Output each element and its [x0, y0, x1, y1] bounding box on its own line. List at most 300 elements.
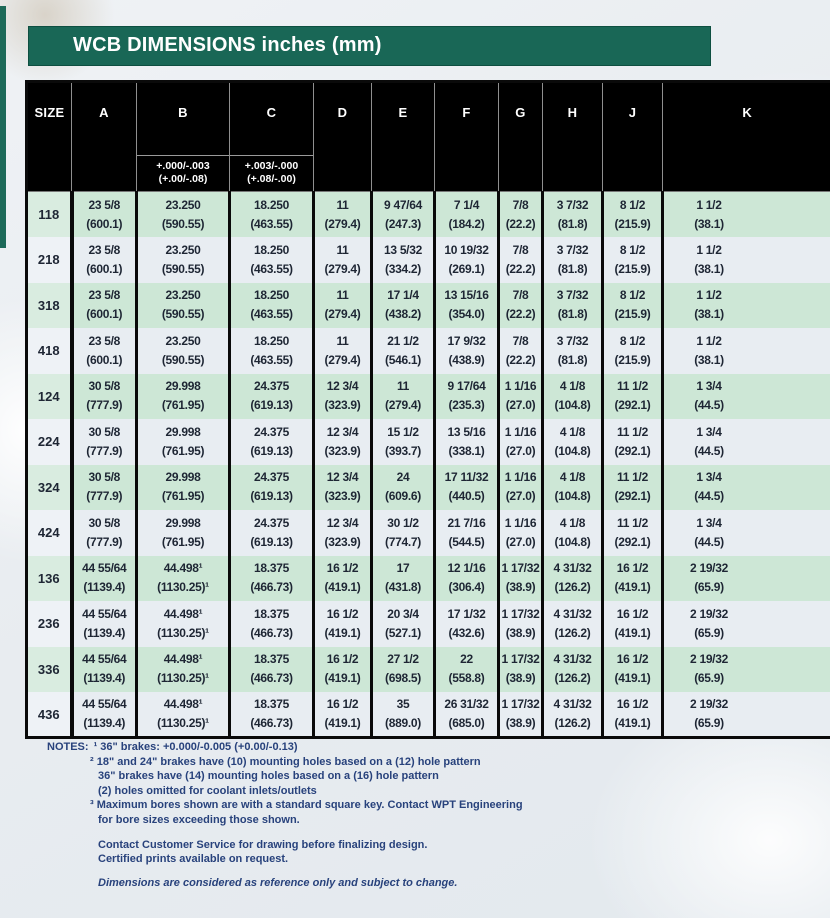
- cell-h: [543, 692, 603, 738]
- mm-value: (44.5): [694, 398, 724, 413]
- mm-value: (38.1): [694, 307, 724, 322]
- inch-value: 4 31/32: [553, 697, 592, 711]
- mm-value: (22.2): [505, 261, 536, 276]
- cell-e: [372, 237, 435, 283]
- mm-value: (104.8): [554, 443, 591, 458]
- mm-value: (65.9): [694, 716, 724, 730]
- mm-value: (306.4): [448, 580, 485, 595]
- mm-value: (279.4): [385, 398, 421, 413]
- inch-value: 18.250: [254, 333, 289, 348]
- inch-value: 30 5/8: [88, 515, 121, 530]
- inch-value: 23.250: [165, 288, 201, 303]
- size-value: 136: [37, 570, 60, 586]
- mm-value: (590.55): [161, 216, 205, 231]
- mm-value: (323.9): [324, 489, 361, 504]
- mm-value: (777.9): [86, 489, 123, 504]
- inch-value: 11: [336, 333, 349, 348]
- mm-value: (889.0): [385, 716, 421, 730]
- cell-c: [230, 647, 314, 693]
- cell-f: [435, 556, 499, 602]
- cell-g: [499, 647, 543, 693]
- table-row-436: [27, 692, 830, 738]
- inch-value: 16 1/2: [616, 652, 649, 667]
- col-header-k: [663, 82, 830, 192]
- cell-e: [372, 556, 435, 602]
- inch-value: 30 1/2: [387, 515, 419, 530]
- mm-value: (590.55): [161, 352, 205, 367]
- mm-value: (419.1): [324, 716, 361, 730]
- inch-value: 18.375: [254, 606, 289, 621]
- inch-value: 21 7/16: [447, 515, 486, 530]
- inch-value: 1 17/32: [501, 652, 540, 667]
- mm-value: (777.9): [86, 398, 123, 413]
- cell-a: [72, 283, 137, 329]
- mm-value: (215.9): [614, 352, 651, 367]
- inch-value: 4 31/32: [553, 561, 592, 576]
- table-row-418: [27, 328, 830, 374]
- column-letter: B: [178, 105, 188, 120]
- inch-value: 24: [396, 470, 410, 485]
- mm-value: (432.6): [448, 625, 485, 640]
- inch-value: 30 5/8: [88, 379, 121, 394]
- cell-g: [499, 283, 543, 329]
- mm-value: (292.1): [614, 489, 651, 504]
- mm-value: (104.8): [554, 398, 591, 413]
- inch-value: 16 1/2: [616, 561, 649, 576]
- mm-value: (126.2): [554, 671, 591, 686]
- column-letter: C: [266, 105, 277, 120]
- dimensions-table: [25, 80, 830, 739]
- cell-g: [499, 419, 543, 465]
- cell-j: [603, 419, 663, 465]
- cell-j: [603, 556, 663, 602]
- cell-h: [543, 601, 603, 647]
- mm-value: (463.55): [250, 352, 293, 367]
- cell-a: [72, 374, 137, 420]
- inch-value: 18.250: [254, 242, 289, 257]
- disclaimer-note: Dimensions are considered as reference only and subject to change.: [98, 876, 458, 889]
- size-value: 124: [37, 388, 60, 404]
- mm-value: (38.9): [505, 625, 536, 640]
- mm-value: (698.5): [385, 671, 421, 686]
- inch-value: 23 5/8: [88, 288, 121, 303]
- cell-e: [372, 647, 435, 693]
- inch-value: 12 3/4: [326, 379, 359, 394]
- column-letter: A: [99, 105, 109, 120]
- inch-value: 18.375: [254, 697, 289, 711]
- inch-value: 17 11/32: [444, 470, 489, 485]
- cell-d: [314, 556, 372, 602]
- size-value: 318: [37, 297, 60, 313]
- tolerance-line: +.003/-.000: [244, 160, 299, 172]
- inch-value: 1 3/4: [696, 424, 722, 439]
- mm-value: (338.1): [448, 443, 485, 458]
- inch-value: 16 1/2: [326, 697, 359, 711]
- cell-j: [603, 283, 663, 329]
- inch-value: 18.375: [254, 652, 289, 667]
- note-1: [47, 740, 523, 755]
- mm-value: (419.1): [324, 625, 361, 640]
- column-letter: J: [628, 105, 637, 120]
- cell-k: [663, 328, 830, 374]
- mm-value: (247.3): [385, 216, 421, 231]
- cell-b: [137, 419, 230, 465]
- inch-value: 44.498¹: [163, 561, 203, 576]
- cell-c: [230, 374, 314, 420]
- cell-a: [72, 192, 137, 238]
- inch-value: 11 1/2: [617, 470, 648, 485]
- inch-value: 2 19/32: [690, 561, 728, 576]
- inch-value: 44 55/64: [82, 606, 127, 621]
- mm-value: (761.95): [161, 534, 205, 549]
- cell-f: [435, 283, 499, 329]
- mm-value: (419.1): [614, 671, 651, 686]
- cell-b: [137, 374, 230, 420]
- column-letter: G: [515, 105, 526, 120]
- mm-value: (777.9): [86, 534, 123, 549]
- cell-d: [314, 328, 372, 374]
- size-value: 118: [38, 207, 60, 222]
- inch-value: 44.498¹: [163, 652, 203, 667]
- mm-value: (619.13): [250, 443, 293, 458]
- cell-size: [27, 465, 72, 511]
- mm-value: (600.1): [86, 307, 123, 322]
- cell-size: [27, 419, 72, 465]
- notes-label: NOTES:: [47, 741, 89, 753]
- inch-value: 1 17/32: [501, 606, 540, 621]
- cell-b: [137, 192, 230, 238]
- mm-value: (438.9): [448, 352, 485, 367]
- inch-value: 11: [336, 197, 349, 212]
- mm-value: (126.2): [554, 625, 591, 640]
- inch-value: 24.375: [254, 470, 289, 485]
- mm-value: (38.1): [694, 352, 724, 367]
- cell-a: [72, 647, 137, 693]
- inch-value: 1 1/2: [696, 333, 722, 348]
- size-value: 236: [37, 616, 60, 632]
- cell-a: [72, 556, 137, 602]
- cell-h: [543, 237, 603, 283]
- inch-value: 1 1/16: [504, 379, 537, 394]
- cell-d: [314, 374, 372, 420]
- note-2c: (2) holes omitted for coolant inlets/outlets: [98, 784, 317, 797]
- inch-value: 44 55/64: [82, 561, 127, 576]
- mm-value: (619.13): [250, 489, 293, 504]
- cell-j: [603, 601, 663, 647]
- inch-value: 3 7/32: [556, 288, 589, 303]
- mm-value: (761.95): [161, 398, 205, 413]
- inch-value: 1 1/16: [504, 470, 537, 485]
- table-row-218: [27, 237, 830, 283]
- cell-d: [314, 692, 372, 738]
- inch-value: 7/8: [512, 333, 529, 348]
- note-2a: ² 18" and 24" brakes have (10) mounting holes based on a (12) hole pattern: [90, 755, 481, 768]
- mm-value: (235.3): [448, 398, 485, 413]
- cell-b: [137, 647, 230, 693]
- column-letter: SIZE: [34, 105, 65, 120]
- cell-f: [435, 510, 499, 556]
- inch-value: 23 5/8: [88, 333, 121, 348]
- mm-value: (22.2): [505, 216, 536, 231]
- mm-value: (184.2): [448, 216, 485, 231]
- mm-value: (65.9): [694, 580, 724, 595]
- inch-value: 29.998: [165, 424, 201, 439]
- inch-value: 9 17/64: [447, 379, 486, 394]
- cell-h: [543, 419, 603, 465]
- mm-value: (126.2): [554, 580, 591, 595]
- table-row-336: [27, 647, 830, 693]
- cell-e: [372, 328, 435, 374]
- cell-e: [372, 601, 435, 647]
- table-row-318: [27, 283, 830, 329]
- mm-value: (38.9): [505, 580, 536, 595]
- cell-g: [499, 556, 543, 602]
- cell-a: [72, 328, 137, 374]
- cell-a: [72, 601, 137, 647]
- cell-c: [230, 328, 314, 374]
- inch-value: 13 5/32: [384, 242, 422, 257]
- inch-value: 22: [460, 652, 473, 667]
- col-header-j: [603, 82, 663, 192]
- mm-value: (292.1): [614, 443, 651, 458]
- cell-size: [27, 556, 72, 602]
- cell-size: [27, 192, 72, 238]
- mm-value: (27.0): [505, 398, 536, 413]
- inch-value: 44 55/64: [82, 652, 127, 667]
- mm-value: (527.1): [385, 625, 421, 640]
- col-header-b: [137, 82, 230, 192]
- mm-value: (81.8): [557, 352, 588, 367]
- cell-d: [314, 237, 372, 283]
- inch-value: 4 1/8: [559, 424, 586, 439]
- inch-value: 13 15/16: [444, 288, 489, 303]
- cell-k: [663, 510, 830, 556]
- inch-value: 1 1/2: [696, 242, 722, 257]
- mm-value: (1130.25)¹: [157, 625, 209, 640]
- cell-c: [230, 192, 314, 238]
- inch-value: 1 3/4: [696, 515, 722, 530]
- cell-f: [435, 692, 499, 738]
- inch-value: 35: [396, 697, 410, 711]
- mm-value: (463.55): [250, 307, 293, 322]
- size-value: 224: [37, 434, 60, 450]
- cell-g: [499, 374, 543, 420]
- mm-value: (323.9): [324, 534, 361, 549]
- inch-value: 21 1/2: [387, 333, 419, 348]
- title-bar: [28, 26, 711, 66]
- inch-value: 17 9/32: [447, 333, 486, 348]
- inch-value: 29.998: [165, 379, 201, 394]
- cell-size: [27, 328, 72, 374]
- cell-e: [372, 192, 435, 238]
- cell-b: [137, 465, 230, 511]
- size-value: 418: [37, 343, 60, 359]
- size-value: 436: [37, 706, 60, 722]
- inch-value: 12 3/4: [326, 470, 359, 485]
- col-header-d: [314, 82, 372, 192]
- inch-value: 4 1/8: [559, 515, 586, 530]
- inch-value: 12 3/4: [326, 515, 359, 530]
- cell-g: [499, 510, 543, 556]
- table-row-424: [27, 510, 830, 556]
- mm-value: (22.2): [505, 307, 536, 322]
- cell-size: [27, 374, 72, 420]
- inch-value: 11 1/2: [617, 424, 648, 439]
- inch-value: 8 1/2: [619, 242, 646, 257]
- note-2b: 36" brakes have (14) mounting holes based on a (16) hole pattern: [98, 770, 439, 783]
- contact-note-1: Contact Customer Service for drawing before finalizing design.: [98, 838, 428, 851]
- cell-k: [663, 283, 830, 329]
- cell-b: [137, 237, 230, 283]
- mm-value: (22.2): [505, 352, 536, 367]
- col-header-a: [72, 82, 137, 192]
- mm-value: (431.8): [385, 580, 421, 595]
- mm-value: (419.1): [324, 671, 361, 686]
- cell-k: [663, 556, 830, 602]
- inch-value: 4 31/32: [553, 606, 592, 621]
- inch-value: 4 31/32: [553, 652, 592, 667]
- mm-value: (590.55): [161, 307, 205, 322]
- mm-value: (1139.4): [83, 671, 126, 686]
- inch-value: 1 17/32: [501, 697, 540, 711]
- cell-e: [372, 419, 435, 465]
- mm-value: (1130.25)¹: [157, 580, 209, 595]
- mm-value: (292.1): [614, 534, 651, 549]
- col-header-c: [230, 82, 314, 192]
- inch-value: 8 1/2: [619, 333, 646, 348]
- cell-b: [137, 692, 230, 738]
- inch-value: 17: [396, 561, 410, 576]
- mm-value: (292.1): [614, 398, 651, 413]
- mm-value: (44.5): [694, 489, 724, 504]
- col-header-g: [499, 82, 543, 192]
- cell-f: [435, 419, 499, 465]
- inch-value: 20 3/4: [387, 606, 419, 621]
- inch-value: 23 5/8: [88, 197, 121, 212]
- mm-value: (544.5): [448, 534, 485, 549]
- cell-a: [72, 237, 137, 283]
- inch-value: 1 1/2: [696, 288, 722, 303]
- mm-value: (609.6): [385, 489, 421, 504]
- inch-value: 18.375: [254, 561, 289, 576]
- cell-c: [230, 419, 314, 465]
- cell-j: [603, 647, 663, 693]
- mm-value: (81.8): [557, 307, 588, 322]
- cell-d: [314, 192, 372, 238]
- inch-value: 29.998: [165, 515, 201, 530]
- inch-value: 11 1/2: [617, 515, 648, 530]
- mm-value: (44.5): [694, 534, 724, 549]
- cell-g: [499, 192, 543, 238]
- cell-c: [230, 465, 314, 511]
- cell-k: [663, 465, 830, 511]
- inch-value: 2 19/32: [690, 606, 728, 621]
- inch-value: 44 55/64: [82, 697, 127, 711]
- cell-j: [603, 510, 663, 556]
- cell-j: [603, 374, 663, 420]
- mm-value: (38.1): [694, 261, 724, 276]
- column-letter: D: [337, 105, 348, 120]
- cell-f: [435, 465, 499, 511]
- cell-f: [435, 328, 499, 374]
- cell-j: [603, 692, 663, 738]
- mm-value: (27.0): [505, 443, 536, 458]
- mm-value: (685.0): [448, 716, 485, 730]
- inch-value: 17 1/32: [447, 606, 486, 621]
- cell-k: [663, 647, 830, 693]
- note-3a: ³ Maximum bores shown are with a standard square key. Contact WPT Engineering: [90, 799, 523, 812]
- inch-value: 24.375: [254, 424, 289, 439]
- cell-g: [499, 601, 543, 647]
- inch-value: 1 3/4: [696, 470, 722, 485]
- mm-value: (279.4): [324, 352, 361, 367]
- cell-k: [663, 692, 830, 738]
- mm-value: (777.9): [86, 443, 123, 458]
- inch-value: 30 5/8: [88, 424, 121, 439]
- mm-value: (38.9): [505, 671, 536, 686]
- mm-value: (466.73): [250, 580, 293, 595]
- col-header-size: [27, 82, 72, 192]
- cell-d: [314, 283, 372, 329]
- cell-h: [543, 510, 603, 556]
- inch-value: 10 19/32: [444, 242, 489, 257]
- cell-k: [663, 374, 830, 420]
- cell-h: [543, 647, 603, 693]
- table-row-118: [27, 192, 830, 238]
- cell-c: [230, 283, 314, 329]
- mm-value: (546.1): [385, 352, 421, 367]
- cell-e: [372, 510, 435, 556]
- cell-h: [543, 192, 603, 238]
- mm-value: (38.9): [505, 716, 536, 730]
- inch-value: 26 31/32: [444, 697, 489, 711]
- col-header-e: [372, 82, 435, 192]
- mm-value: (323.9): [324, 443, 361, 458]
- inch-value: 11: [336, 288, 349, 303]
- mm-value: (600.1): [86, 261, 123, 276]
- mm-value: (334.2): [385, 261, 421, 276]
- mm-value: (27.0): [505, 534, 536, 549]
- cell-a: [72, 465, 137, 511]
- mm-value: (279.4): [324, 261, 361, 276]
- mm-value: (215.9): [614, 307, 651, 322]
- cell-j: [603, 328, 663, 374]
- size-value: 424: [37, 525, 60, 541]
- inch-value: 11 1/2: [617, 379, 648, 394]
- cell-f: [435, 237, 499, 283]
- cell-c: [230, 237, 314, 283]
- mm-value: (419.1): [614, 625, 651, 640]
- inch-value: 4 1/8: [559, 470, 586, 485]
- inch-value: 12 3/4: [326, 424, 359, 439]
- size-value: 324: [37, 479, 60, 495]
- note-1-text: ¹ 36" brakes: +0.000/-0.005 (+0.00/-0.13): [93, 741, 298, 753]
- inch-value: 44.498¹: [163, 606, 203, 621]
- mm-value: (81.8): [557, 216, 588, 231]
- cell-g: [499, 237, 543, 283]
- header-row: [27, 82, 830, 192]
- cell-f: [435, 647, 499, 693]
- cell-d: [314, 647, 372, 693]
- size-value: 336: [37, 661, 60, 677]
- size-value: 218: [37, 252, 60, 268]
- mm-value: (761.95): [161, 443, 205, 458]
- inch-value: 23.250: [165, 242, 201, 257]
- cell-c: [230, 601, 314, 647]
- col-header-f: [435, 82, 499, 192]
- inch-value: 7/8: [512, 197, 529, 212]
- inch-value: 23 5/8: [88, 242, 121, 257]
